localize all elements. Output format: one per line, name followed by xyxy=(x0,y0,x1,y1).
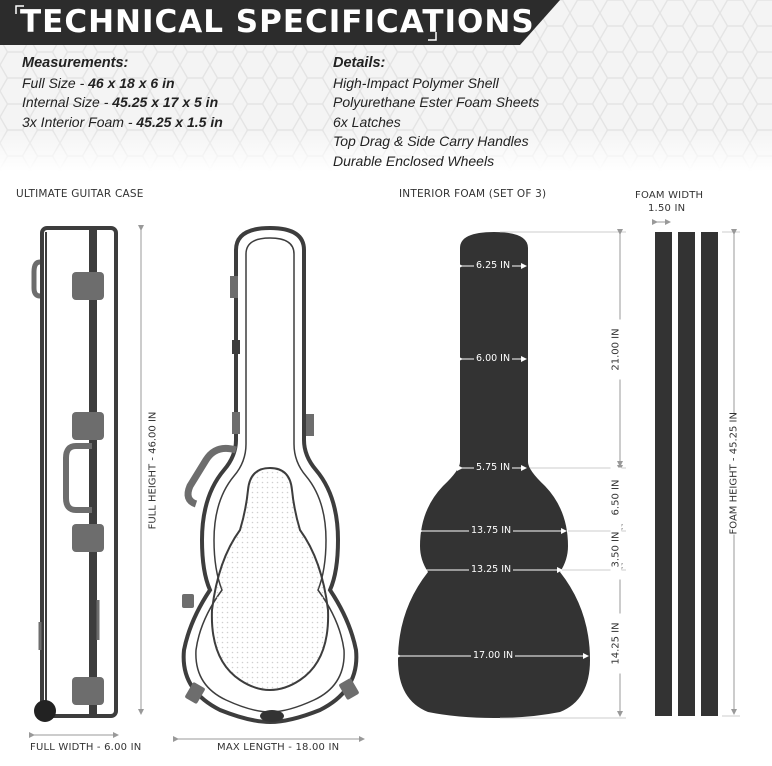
details-item: Durable Enclosed Wheels xyxy=(333,152,495,169)
case-side-view xyxy=(34,228,141,735)
case-section-title: ULTIMATE GUITAR CASE xyxy=(16,188,144,200)
details-item: 6x Latches xyxy=(333,113,401,130)
measurements-heading: Measurements: xyxy=(22,55,129,71)
foam-width-dim: 13.75 IN xyxy=(471,525,512,536)
measurement-item: 3x Interior Foam - 45.25 x 1.5 in xyxy=(22,113,223,130)
foam-height-dim: 21.00 IN xyxy=(611,320,622,380)
details-item: Top Drag & Side Carry Handles xyxy=(333,133,529,149)
foam-height-dim: 14.25 IN xyxy=(611,614,622,674)
measurement-item: Full Size - 46 x 18 x 6 in xyxy=(22,74,175,91)
page-title: TECHNICAL SPECIFICATIONS xyxy=(20,4,535,40)
wheel-icon xyxy=(34,700,56,722)
details-item: Polyurethane Ester Foam Sheets xyxy=(333,94,540,110)
foam-silhouette xyxy=(398,232,626,718)
foam-width-dim: 6.00 IN xyxy=(476,353,511,364)
latch-icon xyxy=(72,272,104,300)
foam-width-value: 1.50 IN xyxy=(648,203,686,214)
latch-icon xyxy=(72,524,104,552)
foam-height-dim: 6.50 IN xyxy=(611,468,622,528)
foam-width-dim: 13.25 IN xyxy=(471,564,512,575)
foam-width-dim: 5.75 IN xyxy=(476,462,511,473)
measurement-item: Internal Size - 45.25 x 17 x 5 in xyxy=(22,94,219,110)
foam-width-dim: 6.25 IN xyxy=(476,260,511,271)
foam-height-dim: 3.50 IN xyxy=(611,520,622,580)
details-item: High-Impact Polymer Shell xyxy=(333,74,499,91)
foam-strips xyxy=(655,222,740,716)
case-front-view xyxy=(178,228,364,739)
full-height-label: FULL HEIGHT - 46.00 IN xyxy=(147,411,159,530)
full-width-label: FULL WIDTH - 6.00 IN xyxy=(30,742,142,753)
foam-width-title: FOAM WIDTH xyxy=(635,190,704,201)
latch-icon xyxy=(72,412,104,440)
latch-icon xyxy=(72,677,104,705)
foam-section-title: INTERIOR FOAM (SET OF 3) xyxy=(399,188,547,200)
foam-width-dim: 17.00 IN xyxy=(473,650,514,661)
max-length-label: MAX LENGTH - 18.00 IN xyxy=(217,742,340,753)
details-heading: Details: xyxy=(333,55,386,71)
foam-height-label: FOAM HEIGHT - 45.25 IN xyxy=(728,412,740,535)
